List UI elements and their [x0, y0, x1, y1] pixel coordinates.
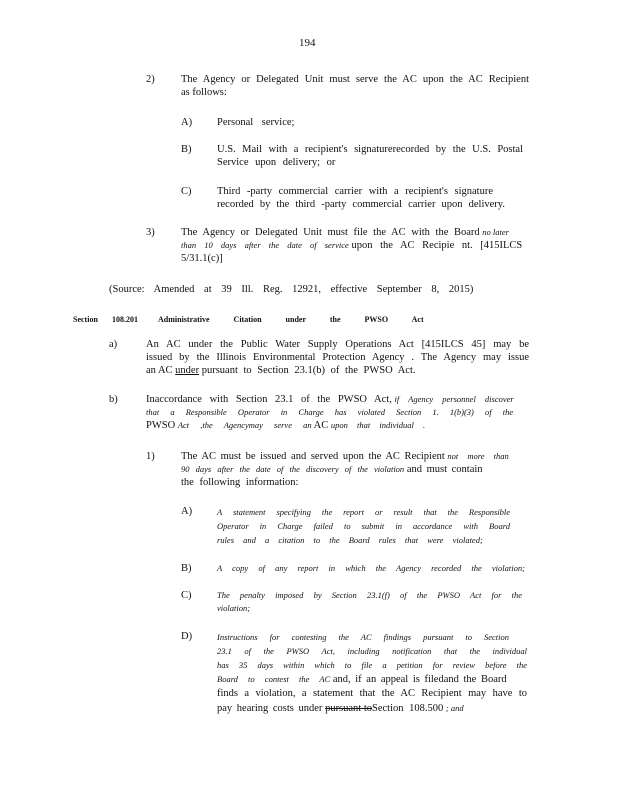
item-1d-label: D): [181, 631, 193, 642]
page-number: 194: [299, 37, 316, 49]
source-note: (Source: Amended at 39 Ill. Reg. 12921, effective September 8, 2015): [109, 284, 474, 295]
item-1c-label: C): [181, 590, 192, 601]
item-3-text: The Agency or Delegated Unit must file the AC with the Board no later than 10 days after the date of service upon the AC Recipie nt. [415ILCS 5/31.1(c)]: [181, 227, 523, 264]
item-1a-label: A): [181, 506, 193, 517]
para-a-label: a): [109, 339, 118, 350]
item-2b-label: B): [181, 144, 192, 155]
item-2a-text: Personal service;: [217, 117, 295, 128]
section-number: 108.201: [112, 315, 138, 324]
item-1b-label: B): [181, 563, 192, 574]
item-1d-text: Instructions for contesting the AC findings pursuant to Section 23.1 of the PWSO Act, including notification that the individual has 35 days within which to file a petition for review before the Board to contest the AC and, if an appeal is filedand the Board finds a violation, a statement that the AC Recipient may have to pay hearing costs under pursuant toSection 108.500 ; and: [217, 632, 527, 714]
para-b-label: b): [109, 394, 118, 405]
item-1-number: 1): [146, 451, 155, 462]
item-2b-text: U.S. Mail with a recipient's signaturerecorded by the U.S. Postal Service upon delivery; or: [217, 144, 523, 168]
item-2-number: 2): [146, 74, 155, 85]
item-2-text: The Agency or Delegated Unit must serve the AC upon the AC Recipient as follows:: [181, 74, 529, 98]
item-1a-text: A statement specifying the report or result that the Responsible Operator in Charge failed to submit in accordance with Board rules and a citation to the Board rules that were violated;: [217, 507, 510, 545]
para-a-text: An AC under the Public Water Supply Operations Act [415ILCS 45] may be issued by the Illinois Environmental Protection Agency . The Agency may issue an AC under pursuant to Section 23.1(b) of the PWSO Act.: [146, 339, 529, 376]
item-1-text: The AC must be issued and served upon the AC Recipient not more than 90 days after the date of the discovery of the violation and must contain the following information:: [181, 451, 509, 488]
item-2a-label: A): [181, 117, 193, 128]
item-1b-text: A copy of any report in which the Agency recorded the violation;: [217, 563, 525, 573]
section-title: Administrative Citation under the PWSO Act: [158, 315, 424, 324]
item-1c-text: The penalty imposed by Section 23.1(f) of the PWSO Act for the violation;: [217, 590, 522, 613]
item-3-number: 3): [146, 227, 155, 238]
item-2c-text: Third -party commercial carrier with a recipient's signature recorded by the third -party commercial carrier upon delivery.: [217, 186, 505, 210]
item-2c-label: C): [181, 186, 192, 197]
section-label: Section: [73, 315, 98, 324]
para-b-text: Inaccordance with Section 23.1 of the PWSO Act, if Agency personnel discover that a Responsible Operator in Charge has violated Section 1. 1(b)(3) of the PWSO Act ,the Agencymay serve an AC upon that individual .: [146, 394, 514, 431]
